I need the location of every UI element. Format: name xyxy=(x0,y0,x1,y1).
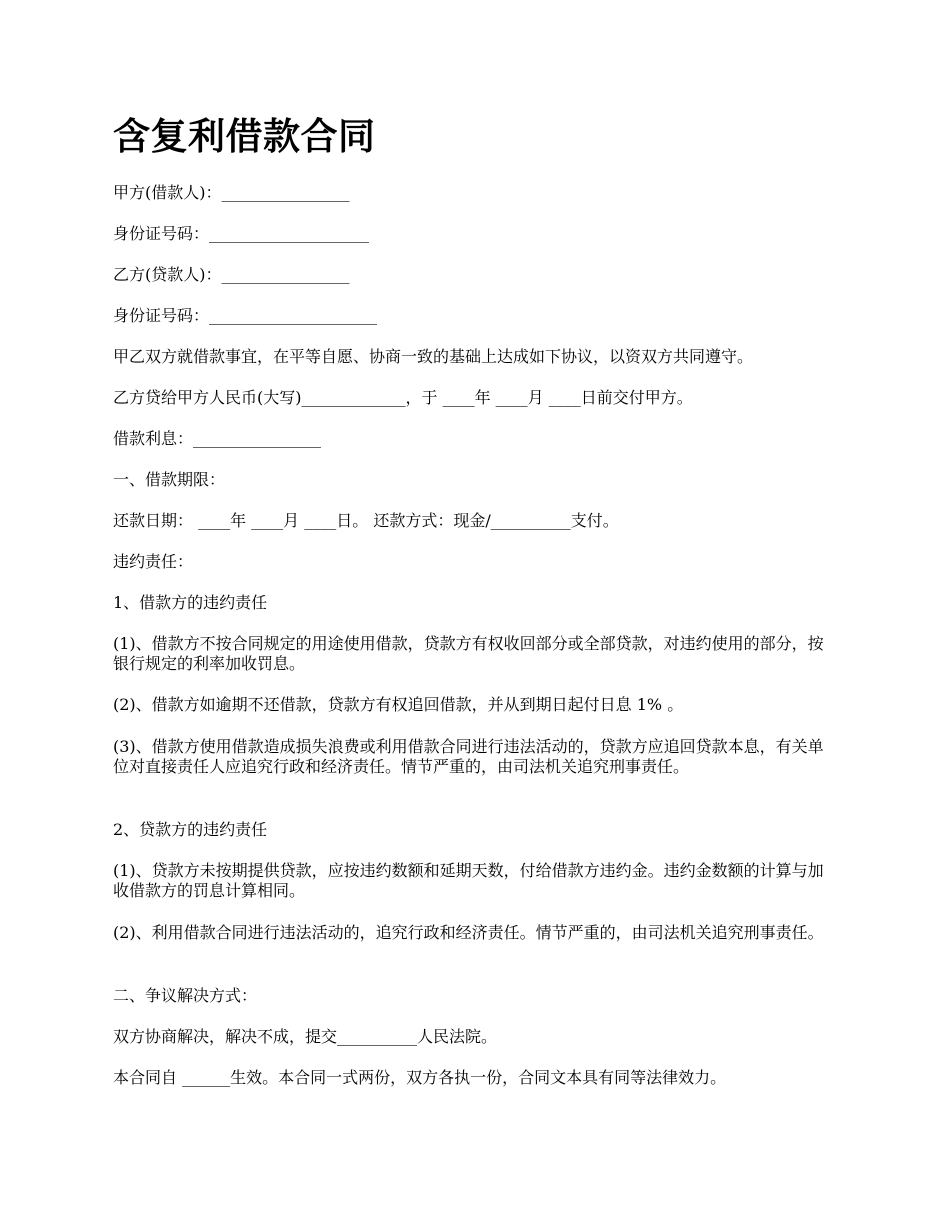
section-liability: 违约责任： xyxy=(113,552,194,571)
effective-clause: 本合同自 ______生效。本合同一式两份，双方各执一份，合同文本具有同等法律效力。 xyxy=(113,1068,727,1087)
section-loan-term: 一、借款期限： xyxy=(113,470,226,489)
party-b-line: 乙方(贷款人)：________________ xyxy=(113,265,350,284)
document-title: 含复利借款合同 xyxy=(113,114,376,158)
lender-clause-1: (1)、贷款方未按期提供贷款，应按违约数额和延期天数，付给借款方违约金。违约金数额的计算与加收借款方的罚息计算相同。 xyxy=(113,861,824,900)
borrower-clause-3: (3)、借款方使用借款造成损失浪费或利用借款合同进行违法活动的，贷款方应追回贷款本息，有关单位对直接责任人应追究行政和经济责任。情节严重的，由司法机关追究刑事责任。 xyxy=(113,737,824,776)
dispute-resolution-line: 双方协商解决，解决不成，提交__________人民法院。 xyxy=(113,1027,498,1046)
loan-amount-line: 乙方贷给甲方人民币(大写)_____________，于 ____年 ____月 ____日前交付甲方。 xyxy=(113,388,693,407)
party-a-line: 甲方(借款人)：________________ xyxy=(113,183,350,202)
agreement-intro: 甲乙双方就借款事宜，在平等自愿、协商一致的基础上达成如下协议，以资双方共同遵守。 xyxy=(113,347,754,366)
borrower-clause-1: (1)、借款方不按合同规定的用途使用借款，贷款方有权收回部分或全部贷款，对违约使用的部分，按银行规定的利率加收罚息。 xyxy=(113,634,824,673)
borrower-clause-2: (2)、借款方如逾期不还借款，贷款方有权追回借款，并从到期日起付日息 1% 。 xyxy=(113,695,684,714)
party-a-id-line: 身份证号码：____________________ xyxy=(113,224,370,243)
section-dispute: 二、争议解决方式： xyxy=(113,986,258,1005)
borrower-liability-heading: 1、借款方的违约责任 xyxy=(113,593,268,612)
repayment-line: 还款日期： ____年 ____月 ____日。 还款方式：现金/__________支付。 xyxy=(113,511,619,530)
lender-clause-2: (2)、利用借款合同进行违法活动的，追究行政和经济责任。情节严重的，由司法机关追究刑事责任。 xyxy=(113,923,824,942)
party-b-id-line: 身份证号码：_____________________ xyxy=(113,306,378,325)
interest-line: 借款利息：________________ xyxy=(113,429,322,448)
lender-liability-heading: 2、贷款方的违约责任 xyxy=(113,820,268,839)
